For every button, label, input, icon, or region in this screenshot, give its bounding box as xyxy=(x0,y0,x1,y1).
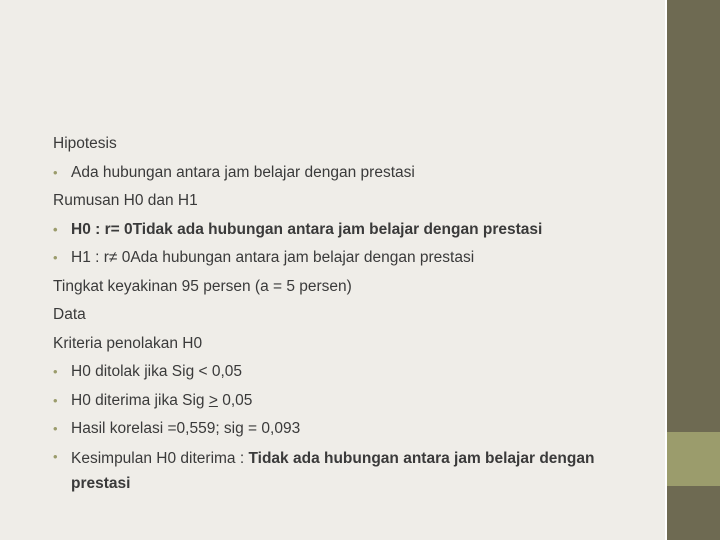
bullet-hasil-korelasi xyxy=(53,415,653,444)
bullet-icon: • xyxy=(53,250,58,265)
bullet-h1 xyxy=(53,244,653,273)
bullet-text: Ada hubungan antara jam belajar dengan prestasi xyxy=(71,163,415,181)
line-data: Data xyxy=(53,306,86,323)
greater-equal-symbol: > xyxy=(208,391,218,409)
line-kriteria: Kriteria penolakan H0 xyxy=(53,334,203,352)
bullet-diterima xyxy=(53,387,653,416)
bullet-hipotesis xyxy=(53,159,653,188)
bullet-ditolak xyxy=(53,358,653,387)
sidebar-bar xyxy=(667,0,720,540)
bullet-text: H0 ditolak jika Sig < 0,05 xyxy=(71,363,243,380)
bullet-text: H1 : r≠ 0Ada hubungan antara jam belajar dengan prestasi xyxy=(71,249,475,266)
bullet-text-before: H0 diterima jika Sig xyxy=(71,391,209,409)
bullet-text-after: 0,05 xyxy=(217,391,253,409)
bullet-text: Hasil korelasi =0,559; sig = 0,093 xyxy=(71,420,301,437)
bullet-icon: • xyxy=(53,421,58,436)
bullet-text: H0 : r= 0Tidak ada hubungan antara jam belajar dengan prestasi xyxy=(71,220,543,238)
line-hipotesis: Hipotesis xyxy=(53,135,117,152)
line-tingkat-keyakinan: Tingkat keyakinan 95 persen (a = 5 persen) xyxy=(53,277,352,295)
sidebar-accent-block xyxy=(667,432,720,486)
bullet-icon: • xyxy=(53,164,58,180)
bullet-icon: • xyxy=(53,448,58,464)
line-rumusan: Rumusan H0 dan H1 xyxy=(53,192,198,209)
bullet-icon: • xyxy=(53,364,58,379)
kesimpulan-value: Tidak ada hubungan antara jam belajar dengan prestasi xyxy=(71,449,595,492)
bullet-h0 xyxy=(53,216,653,245)
slide-content xyxy=(53,130,653,496)
bullet-kesimpulan xyxy=(53,444,631,496)
bullet-icon: • xyxy=(53,392,58,408)
kesimpulan-label: Kesimpulan H0 diterima : xyxy=(71,449,249,467)
bullet-icon: • xyxy=(53,221,58,237)
